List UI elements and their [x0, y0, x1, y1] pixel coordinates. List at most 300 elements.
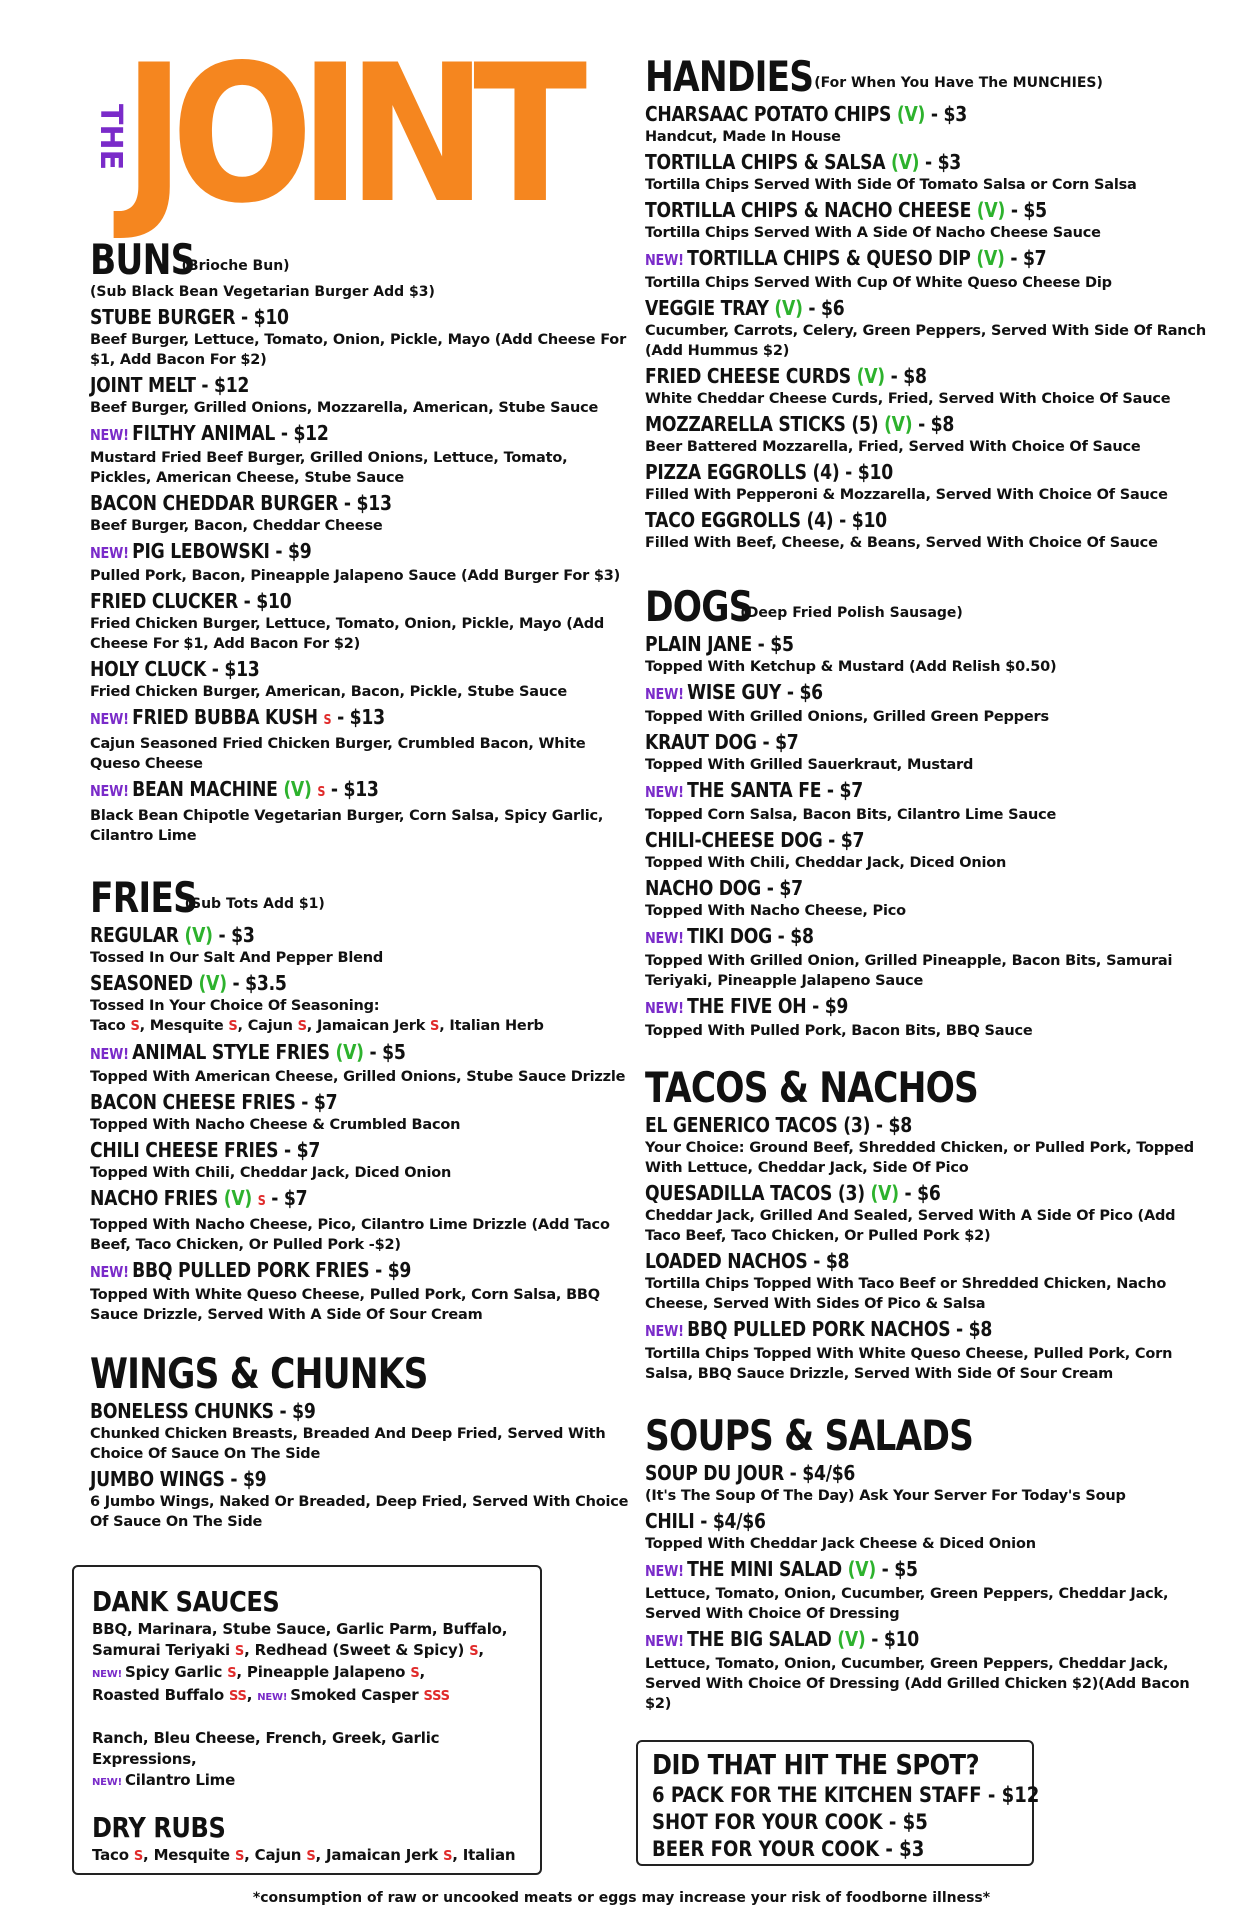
- item-name: [90, 372, 554, 398]
- item-name-text: WISE GUY - $6: [687, 680, 823, 704]
- item-name: [645, 827, 1135, 853]
- item-name: [90, 1257, 554, 1285]
- spicy-marker: S: [228, 1019, 238, 1034]
- item-description: Beef Burger, Grilled Onions, Mozzarella, American, Stube Sauce: [90, 400, 599, 416]
- rub-name: Mesquite: [153, 1846, 230, 1864]
- item-name: [645, 1508, 1135, 1534]
- spicy-marker: SSS: [423, 1689, 450, 1704]
- menu-item: [90, 1089, 630, 1135]
- sauces-box: [72, 1565, 542, 1875]
- item-description: Pulled Pork, Bacon, Pineapple Jalapeno Sauce (Add Burger For $3): [90, 568, 621, 584]
- item-description: Topped With Grilled Onion, Grilled Pineapple, Bacon Bits, Samurai Teriyaki, Pineapple Jalapeno Sauce: [645, 953, 1173, 989]
- item-name: [90, 1039, 554, 1067]
- menu-item: [90, 1257, 630, 1325]
- sauces-list: [92, 1619, 540, 1793]
- menu-item: [645, 1556, 1215, 1624]
- vegetarian-marker: (V): [870, 1181, 899, 1205]
- item-name-text: BONELESS CHUNKS - $9: [90, 1399, 316, 1423]
- new-badge: NEW!: [90, 782, 129, 800]
- vegetarian-marker: (V): [976, 246, 1005, 270]
- item-name-text: FRIED BUBBA KUSH: [132, 705, 318, 729]
- item-name: [645, 679, 1135, 707]
- new-badge: NEW!: [645, 685, 684, 703]
- item-description: Cajun Seasoned Fried Chicken Burger, Crumbled Bacon, White Queso Cheese: [90, 736, 586, 772]
- seasoning-name: Taco: [90, 1018, 126, 1034]
- rub-name: Italian: [462, 1846, 516, 1864]
- item-name: [90, 776, 554, 806]
- menu-item: [645, 459, 1215, 505]
- menu-item: [645, 679, 1215, 727]
- item-name-text: TIKI DOG - $8: [687, 924, 814, 948]
- menu-item: [90, 970, 630, 1037]
- menu-item: [645, 507, 1215, 553]
- item-name: [645, 1316, 1135, 1344]
- section-title: TACOS & NACHOS: [645, 1063, 979, 1112]
- vegetarian-marker: (V): [890, 150, 920, 174]
- spicy-marker: S: [297, 1019, 307, 1034]
- item-price: - $7: [1004, 246, 1047, 270]
- menu-item: [90, 372, 630, 418]
- new-badge: NEW!: [90, 426, 129, 444]
- section-wings: [90, 1349, 630, 1532]
- item-price: - $3: [925, 102, 967, 126]
- item-name: [90, 656, 554, 682]
- menu-item: [645, 1112, 1215, 1178]
- vegetarian-marker: (V): [198, 971, 227, 995]
- section-subtitle: (Brioche Bun): [181, 258, 290, 274]
- item-description: Chunked Chicken Breasts, Breaded And Deep Fried, Served With Choice Of Sauce On The Side: [90, 1426, 606, 1462]
- section-handies: [645, 52, 1215, 553]
- item-name: [90, 1398, 554, 1424]
- item-description: Tortilla Chips Topped With Taco Beef or Shredded Chicken, Nacho Cheese, Served With Sides Of Pico & Salsa: [645, 1276, 1167, 1312]
- menu-item: [645, 411, 1215, 457]
- item-name: [645, 993, 1135, 1021]
- item-name: [90, 1185, 554, 1215]
- vegetarian-marker: (V): [896, 102, 926, 126]
- item-price: - $3: [919, 150, 962, 174]
- menu-item: [90, 776, 630, 846]
- sauce-text: Spicy Garlic: [125, 1663, 228, 1681]
- sauce-text: Cilantro Lime: [125, 1771, 236, 1789]
- new-badge: NEW!: [90, 1045, 129, 1063]
- item-name-text: THE BIG SALAD: [687, 1627, 838, 1651]
- item-name-text: BACON CHEESE FRIES - $7: [90, 1090, 338, 1114]
- item-description: Lettuce, Tomato, Onion, Cucumber, Green Peppers, Cheddar Jack, Served With Choice Of Dressing (Add Grilled Chicken $2)(Add Bacon $2): [645, 1656, 1190, 1712]
- rub-name: Jamaican Jerk: [326, 1846, 439, 1864]
- item-name: [645, 1112, 1135, 1138]
- wings-items: [90, 1398, 630, 1532]
- spot-box: [636, 1740, 1040, 1866]
- item-name: [90, 1089, 554, 1115]
- sauces-line: NEW! Spicy Garlic S, Pineapple Jalapeno S,: [92, 1663, 425, 1681]
- new-badge: NEW!: [90, 710, 129, 728]
- item-name-text: FILTHY ANIMAL - $12: [132, 421, 329, 445]
- section-buns: [90, 235, 630, 846]
- section-title: BUNS: [90, 235, 195, 284]
- menu-item: [645, 777, 1215, 825]
- new-badge: NEW!: [645, 251, 684, 269]
- item-name: [645, 459, 1135, 485]
- section-title: FRIES: [90, 873, 198, 922]
- vegetarian-marker: (V): [184, 923, 213, 947]
- item-name-text: QUESADILLA TACOS (3): [645, 1181, 871, 1205]
- sauce-text: Smoked Casper: [290, 1686, 424, 1704]
- sauces-title: DANK SAUCES: [92, 1585, 280, 1618]
- section-fries: [90, 873, 630, 1325]
- item-description: Fried Chicken Burger, Lettuce, Tomato, Onion, Pickle, Mayo (Add Cheese For $1, Add Bacon For $2): [90, 616, 605, 652]
- sauce-text: , Redhead (Sweet & Spicy): [244, 1641, 470, 1659]
- spicy-marker: S: [133, 1849, 144, 1864]
- item-description: Tossed In Your Choice Of Seasoning:: [90, 998, 380, 1014]
- vegetarian-marker: (V): [837, 1627, 866, 1651]
- item-name-text: TORTILLA CHIPS & NACHO CHEESE: [645, 198, 977, 222]
- item-name: [645, 1556, 1135, 1584]
- vegetarian-marker: (V): [856, 364, 885, 388]
- new-badge: NEW!: [90, 544, 129, 562]
- item-name: [645, 507, 1135, 533]
- rub-name: Cajun: [254, 1846, 302, 1864]
- item-name-text: THE FIVE OH - $9: [687, 994, 849, 1018]
- seasoning-name: Mesquite: [149, 1018, 224, 1034]
- sauce-text: , Pineapple Jalapeno: [236, 1663, 411, 1681]
- item-name: [645, 875, 1135, 901]
- section-title: HANDIES: [645, 52, 814, 101]
- menu-item: [645, 1626, 1215, 1714]
- item-name: [90, 538, 554, 566]
- item-name-text: REGULAR: [90, 923, 185, 947]
- item-description: Beef Burger, Bacon, Cheddar Cheese: [90, 518, 383, 534]
- vegetarian-marker: (V): [847, 1557, 876, 1581]
- menu-item: [90, 1137, 630, 1183]
- item-name-text: SEASONED: [90, 971, 199, 995]
- item-name: [90, 1137, 554, 1163]
- menu-item: [90, 304, 630, 370]
- menu-item: [645, 875, 1215, 921]
- section-dogs: [645, 582, 1215, 1041]
- new-badge: NEW!: [92, 1777, 122, 1788]
- spot-title: DID THAT HIT THE SPOT?: [652, 1748, 980, 1781]
- vegetarian-marker: (V): [976, 198, 1006, 222]
- item-price: - $3: [212, 923, 255, 947]
- item-price: - $6: [898, 1181, 941, 1205]
- item-name-text: BACON CHEDDAR BURGER - $13: [90, 491, 392, 515]
- item-description: Topped With Ketchup & Mustard (Add Relish $0.50): [645, 659, 1057, 675]
- seasoning-name: Jamaican Jerk: [316, 1018, 426, 1034]
- item-name-text: MOZZARELLA STICKS (5): [645, 412, 885, 436]
- item-description: Topped With Nacho Cheese, Pico, Cilantro Lime Drizzle (Add Taco Beef, Taco Chicken, Or Pulled Pork -$2): [90, 1217, 610, 1253]
- menu-item: [90, 1398, 630, 1464]
- logo: [93, 24, 595, 245]
- new-badge: NEW!: [645, 1562, 684, 1580]
- spot-lines: [652, 1782, 1040, 1863]
- item-name: [645, 363, 1135, 389]
- item-name-text: TORTILLA CHIPS & QUESO DIP: [687, 246, 977, 270]
- menu-item: [645, 923, 1215, 991]
- item-name-text: BEAN MACHINE: [132, 777, 284, 801]
- menu-item: [645, 1460, 1215, 1506]
- item-name: [90, 922, 554, 948]
- menu-item: [90, 1185, 630, 1255]
- menu-item: [645, 993, 1215, 1041]
- item-name: [645, 149, 1135, 175]
- item-name: [645, 1626, 1135, 1654]
- item-name-text: ANIMAL STYLE FRIES: [132, 1040, 336, 1064]
- spicy-marker: S: [257, 1194, 266, 1209]
- item-description: 6 Jumbo Wings, Naked Or Breaded, Deep Fried, Served With Choice Of Sauce On The Side: [90, 1494, 629, 1530]
- menu-item: [90, 922, 630, 968]
- item-description: White Cheddar Cheese Curds, Fried, Served With Choice Of Sauce: [645, 391, 1171, 407]
- item-name-text: EL GENERICO TACOS (3) - $8: [645, 1113, 912, 1137]
- new-badge: NEW!: [645, 1322, 684, 1340]
- item-price: - $8: [884, 364, 927, 388]
- item-name: [90, 490, 554, 516]
- item-description: Tossed In Our Salt And Pepper Blend: [90, 950, 384, 966]
- item-description: Topped With Chili, Cheddar Jack, Diced Onion: [645, 855, 1007, 871]
- menu-item: [645, 149, 1215, 195]
- item-description: Topped With Pulled Pork, Bacon Bits, BBQ Sauce: [645, 1023, 1033, 1039]
- item-name-text: TORTILLA CHIPS & SALSA: [645, 150, 891, 174]
- new-badge: NEW!: [645, 1632, 684, 1650]
- sauces-line: Ranch, Bleu Cheese, French, Greek, Garlic Expressions,: [92, 1729, 440, 1768]
- new-badge: NEW!: [645, 783, 684, 801]
- sauce-text: Samurai Teriyaki: [92, 1641, 235, 1659]
- vegetarian-marker: (V): [774, 296, 803, 320]
- item-name: [90, 1466, 554, 1492]
- item-price: - $10: [865, 1627, 920, 1651]
- fries-items: [90, 922, 630, 1325]
- section-tacos: [645, 1063, 1215, 1384]
- new-badge: NEW!: [90, 1263, 129, 1281]
- item-price: - $7: [265, 1186, 308, 1210]
- item-description: Mustard Fried Beef Burger, Grilled Onions, Lettuce, Tomato, Pickles, American Cheese, Stube Sauce: [90, 450, 568, 486]
- menu-item: [645, 1508, 1215, 1554]
- item-description: Topped With Cheddar Jack Cheese & Diced Onion: [645, 1536, 1036, 1552]
- section-subtitle: (For When You Have The MUNCHIES): [814, 75, 1103, 91]
- item-name-text: VEGGIE TRAY: [645, 296, 775, 320]
- item-name: [645, 729, 1135, 755]
- item-name-text: THE MINI SALAD: [687, 1557, 848, 1581]
- item-description: Filled With Pepperoni & Mozzarella, Served With Choice Of Sauce: [645, 487, 1168, 503]
- menu-item: [645, 1180, 1215, 1246]
- item-description: Topped With American Cheese, Grilled Onions, Stube Sauce Drizzle: [90, 1069, 626, 1085]
- new-badge: NEW!: [645, 929, 684, 947]
- spot-line: 6 PACK FOR THE KITCHEN STAFF - $12: [652, 1783, 1040, 1807]
- item-name: [90, 704, 554, 734]
- spot-line: SHOT FOR YOUR COOK - $5: [652, 1810, 928, 1834]
- item-name-text: THE SANTA FE - $7: [687, 778, 863, 802]
- item-name: [90, 588, 554, 614]
- item-name: [645, 1180, 1135, 1206]
- item-description: Topped With Nacho Cheese, Pico: [645, 903, 906, 919]
- item-description: Cheddar Jack, Grilled And Sealed, Served With A Side Of Pico (Add Taco Beef, Taco Chicken, Or Pulled Pork $2): [645, 1208, 1176, 1244]
- item-description: Topped With Grilled Sauerkraut, Mustard: [645, 757, 974, 773]
- item-name-text: TACO EGGROLLS (4) - $10: [645, 508, 887, 532]
- item-description: Fried Chicken Burger, American, Bacon, Pickle, Stube Sauce: [90, 684, 568, 700]
- sauce-text: Roasted Buffalo: [92, 1686, 229, 1704]
- item-name-text: CHILI CHEESE FRIES - $7: [90, 1138, 321, 1162]
- section-title: WINGS & CHUNKS: [90, 1349, 428, 1398]
- item-name-text: CHARSAAC POTATO CHIPS: [645, 102, 897, 126]
- seasoning-name: Italian Herb: [449, 1018, 544, 1034]
- section-title: SOUPS & SALADS: [645, 1411, 974, 1460]
- soups-items: [645, 1460, 1215, 1714]
- item-name: [90, 420, 554, 448]
- item-price: - $5: [363, 1040, 406, 1064]
- item-name: [645, 631, 1135, 657]
- item-name-text: KRAUT DOG - $7: [645, 730, 799, 754]
- item-price: - $5: [875, 1557, 918, 1581]
- item-name: [645, 1248, 1135, 1274]
- buns-items: [90, 304, 630, 846]
- item-name-text: SOUP DU JOUR - $4/$6: [645, 1461, 856, 1485]
- seasoning-name: Cajun: [247, 1018, 293, 1034]
- item-name: [645, 923, 1135, 951]
- footer-disclaimer: *consumption of raw or uncooked meats or eggs may increase your risk of foodborne illness*: [252, 1890, 991, 1906]
- menu-item: [90, 588, 630, 654]
- rubs-list: Taco S, Mesquite S, Cajun S, Jamaican Jerk S, Italian: [92, 1846, 516, 1864]
- item-price: - $8: [912, 412, 955, 436]
- menu-item: [90, 1466, 630, 1532]
- menu-item: [645, 1248, 1215, 1314]
- item-name-text: PIZZA EGGROLLS (4) - $10: [645, 460, 893, 484]
- spicy-marker: S: [317, 785, 326, 800]
- item-name-text: BBQ PULLED PORK FRIES - $9: [132, 1258, 412, 1282]
- item-name-text: JUMBO WINGS - $9: [90, 1467, 267, 1491]
- item-name-text: PLAIN JANE - $5: [645, 632, 794, 656]
- item-description: Topped Corn Salsa, Bacon Bits, Cilantro Lime Sauce: [645, 807, 1057, 823]
- menu-item: [645, 101, 1215, 147]
- item-name-text: FRIED CLUCKER - $10: [90, 589, 292, 613]
- menu-item: [645, 827, 1215, 873]
- item-price: - $6: [802, 296, 845, 320]
- sauces-line: Samurai Teriyaki S, Redhead (Sweet & Spicy) S,: [92, 1641, 484, 1659]
- menu-item: [645, 729, 1215, 775]
- item-name-text: BBQ PULLED PORK NACHOS - $8: [687, 1317, 993, 1341]
- spicy-marker: S: [306, 1849, 316, 1864]
- item-name-text: NACHO DOG - $7: [645, 876, 803, 900]
- tacos-items: [645, 1112, 1215, 1384]
- item-description: Topped With White Queso Cheese, Pulled Pork, Corn Salsa, BBQ Sauce Drizzle, Served With A Side Of Sour Cream: [90, 1287, 600, 1323]
- spot-line: BEER FOR YOUR COOK - $3: [652, 1837, 925, 1861]
- menu-item: [645, 295, 1215, 361]
- spicy-marker: S: [323, 713, 332, 728]
- item-name: [90, 304, 554, 330]
- item-name: [645, 1460, 1135, 1486]
- item-description: Tortilla Chips Topped With White Queso Cheese, Pulled Pork, Corn Salsa, BBQ Sauce Drizzle, Served With Side Of Sour Cream: [645, 1346, 1173, 1382]
- item-name: [645, 295, 1135, 321]
- item-name: [645, 197, 1135, 223]
- item-price: - $13: [325, 777, 379, 801]
- vegetarian-marker: (V): [884, 412, 913, 436]
- item-price: - $5: [1005, 198, 1047, 222]
- item-name-text: NACHO FRIES: [90, 1186, 224, 1210]
- sauces-line: Roasted Buffalo SS, NEW! Smoked Casper SSS: [92, 1686, 450, 1704]
- item-description: Tortilla Chips Served With Side Of Tomato Salsa or Corn Salsa: [645, 177, 1137, 193]
- vegetarian-marker: (V): [223, 1186, 253, 1210]
- new-badge: NEW!: [257, 1692, 288, 1703]
- item-description: Topped With Grilled Onions, Grilled Green Peppers: [645, 709, 1049, 725]
- item-description: Tortilla Chips Served With Cup Of White Queso Cheese Dip: [645, 275, 1112, 291]
- item-description: (It's The Soup Of The Day) Ask Your Server For Today's Soup: [645, 1488, 1126, 1504]
- item-name: [645, 245, 1135, 273]
- section-note: (Sub Black Bean Vegetarian Burger Add $3): [90, 284, 435, 300]
- vegetarian-marker: (V): [283, 777, 312, 801]
- spicy-marker: S: [130, 1019, 140, 1034]
- spicy-marker: S: [234, 1644, 245, 1659]
- menu-item: [90, 420, 630, 488]
- spicy-marker: S: [227, 1666, 237, 1681]
- item-name-text: HOLY CLUCK - $13: [90, 657, 260, 681]
- item-name: [645, 411, 1135, 437]
- seasoning-options: Taco S, Mesquite S, Cajun S, Jamaican Jerk S, Italian Herb: [90, 1018, 544, 1034]
- menu-item: [645, 1316, 1215, 1384]
- handies-items: [645, 101, 1215, 553]
- item-description: Topped With Nacho Cheese & Crumbled Bacon: [90, 1117, 461, 1133]
- dogs-items: [645, 631, 1215, 1041]
- logo-the: THE: [93, 104, 128, 171]
- item-description: Lettuce, Tomato, Onion, Cucumber, Green Peppers, Cheddar Jack, Served With Choice Of Dressing: [645, 1586, 1169, 1622]
- item-name: [645, 101, 1135, 127]
- item-price: - $13: [331, 705, 385, 729]
- item-name-text: CHILI - $4/$6: [645, 1509, 766, 1533]
- item-description: Filled With Beef, Cheese, & Beans, Served With Choice Of Sauce: [645, 535, 1158, 551]
- item-name: [645, 777, 1135, 805]
- menu-item: [90, 538, 630, 586]
- item-name-text: JOINT MELT - $12: [90, 373, 250, 397]
- section-title: DOGS: [645, 582, 753, 631]
- item-description: Topped With Chili, Cheddar Jack, Diced Onion: [90, 1165, 452, 1181]
- item-description: Cucumber, Carrots, Celery, Green Peppers, Served With Side Of Ranch (Add Hummus $2): [645, 323, 1206, 359]
- spicy-marker: S: [234, 1849, 245, 1864]
- item-description: Your Choice: Ground Beef, Shredded Chicken, or Pulled Pork, Topped With Lettuce, Cheddar Jack, Side Of Pico: [645, 1140, 1194, 1176]
- spicy-marker: S: [430, 1019, 440, 1034]
- menu-item: [645, 631, 1215, 677]
- item-description: Black Bean Chipotle Vegetarian Burger, Corn Salsa, Spicy Garlic, Cilantro Lime: [90, 808, 604, 844]
- new-badge: NEW!: [645, 999, 684, 1017]
- new-badge: NEW!: [92, 1669, 122, 1680]
- section-subtitle: (Sub Tots Add $1): [184, 896, 325, 912]
- item-name-text: LOADED NACHOS - $8: [645, 1249, 850, 1273]
- menu-item: [645, 197, 1215, 243]
- item-name-text: PIG LEBOWSKI - $9: [132, 539, 312, 563]
- menu-item: [90, 704, 630, 774]
- item-description: Beer Battered Mozzarella, Fried, Served With Choice Of Sauce: [645, 439, 1141, 455]
- rub-name: Taco: [92, 1846, 129, 1864]
- menu-item: [645, 363, 1215, 409]
- menu-item: [90, 1039, 630, 1087]
- rubs-title: DRY RUBS: [92, 1811, 226, 1844]
- item-description: Beef Burger, Lettuce, Tomato, Onion, Pickle, Mayo (Add Cheese For $1, Add Bacon For $2): [90, 332, 627, 368]
- menu-item: [645, 245, 1215, 293]
- section-subtitle: (Deep Fried Polish Sausage): [740, 605, 963, 621]
- sauces-line: BBQ, Marinara, Stube Sauce, Garlic Parm, Buffalo,: [92, 1620, 508, 1638]
- menu-item: [90, 490, 630, 536]
- spicy-marker: S: [410, 1666, 420, 1681]
- logo-joint: JOINT: [123, 24, 574, 245]
- spicy-marker: SS: [228, 1689, 247, 1704]
- item-name-text: CHILI-CHEESE DOG - $7: [645, 828, 865, 852]
- item-name-text: STUBE BURGER - $10: [90, 305, 289, 329]
- item-price: - $3.5: [226, 971, 287, 995]
- spicy-marker: S: [469, 1644, 479, 1659]
- item-description: Handcut, Made In House: [645, 129, 841, 145]
- vegetarian-marker: (V): [335, 1040, 364, 1064]
- menu-item: [90, 656, 630, 702]
- section-soups: [645, 1411, 1215, 1714]
- item-description: Tortilla Chips Served With A Side Of Nacho Cheese Sauce: [645, 225, 1101, 241]
- spicy-marker: S: [443, 1849, 453, 1864]
- sauces-line: [92, 1770, 540, 1793]
